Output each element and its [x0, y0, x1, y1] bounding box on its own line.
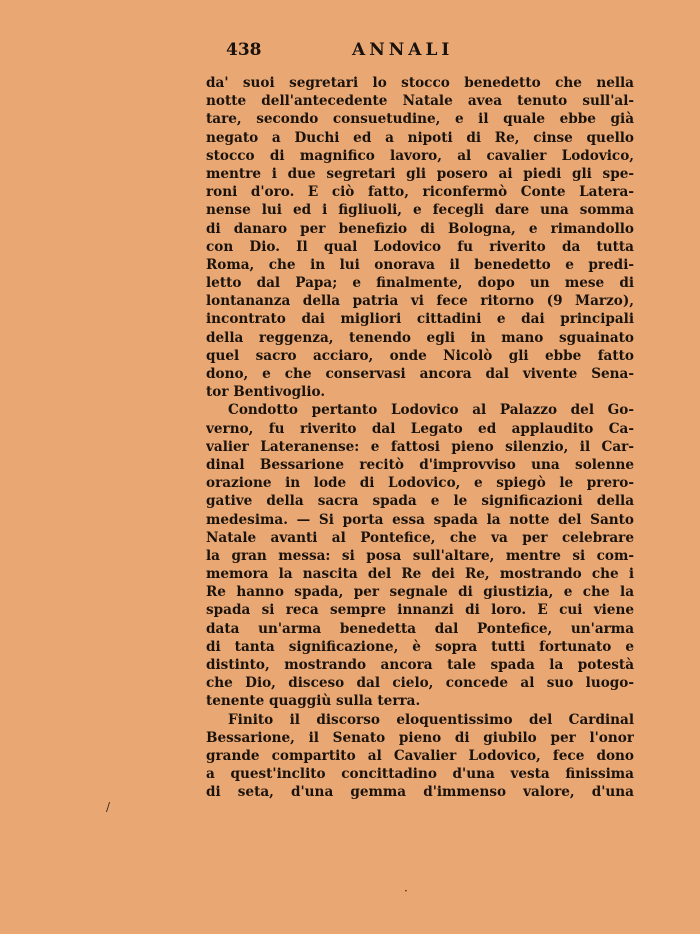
text-line: Re hanno spada, per segnale di giustizia, e che la	[206, 584, 634, 601]
page-speck: ·	[404, 884, 408, 898]
text-line: dinal Bessarione recitò d'improvviso una solenne	[206, 456, 634, 473]
text-line: spada si reca sempre innanzi di loro. E cui viene	[206, 602, 634, 619]
text-line: notte dell'antecedente Natale avea tenuto sull'al-	[206, 93, 634, 110]
text-line: Bessarione, il Senato pieno di giubilo per l'onor	[206, 729, 634, 746]
paragraph-start-line: Condotto pertanto Lodovico al Palazzo del Go-	[228, 402, 634, 419]
text-line: mentre i due segretari gli posero ai piedi gli spe-	[206, 165, 634, 182]
text-line: negato a Duchi ed a nipoti di Re, cinse quello	[206, 129, 634, 146]
text-line: quel sacro acciaro, onde Nicolò gli ebbe fatto	[206, 347, 634, 364]
paragraph-start-line: Finito il discorso eloquentissimo del Cardinal	[228, 711, 634, 728]
text-line: Roma, che in lui onorava il benedetto e predi-	[206, 256, 634, 273]
text-line: dono, e che conservasi ancora dal vivente Sena-	[206, 366, 634, 382]
text-line: di seta, d'una gemma d'immenso valore, d'una	[206, 784, 634, 801]
text-line: incontrato dai migliori cittadini e dai principali	[206, 311, 634, 328]
text-line: lontananza della patria vi fece ritorno (9 Marzo),	[206, 293, 634, 310]
text-line: da' suoi segretari lo stocco benedetto che nella	[206, 75, 634, 91]
running-head: ANNALI	[352, 40, 454, 60]
body-text	[206, 74, 634, 802]
text-line: Natale avanti al Pontefice, che va per celebrare	[206, 529, 634, 546]
text-line: letto dal Papa; e finalmente, dopo un mese di	[206, 275, 634, 292]
text-line: gative della sacra spada e le significazioni della	[206, 493, 634, 510]
text-line: medesima. — Si porta essa spada la notte del Santo	[206, 511, 634, 528]
text-line: a quest'inclito concittadino d'una vesta finissima	[206, 766, 634, 783]
text-line: di danaro per benefizio di Bologna, e rimandollo	[206, 220, 634, 237]
text-line: roni d'oro. E ciò fatto, riconfermò Conte Latera-	[206, 184, 634, 201]
text-line: orazione in lode di Lodovico, e spiegò le prero-	[206, 475, 634, 492]
text-line: la gran messa: si posa sull'altare, mentre si com-	[206, 547, 634, 564]
paragraph-end-line: tor Bentivoglio.	[206, 384, 326, 401]
text-line: stocco di magnifico lavoro, al cavalier Lodovico,	[206, 147, 634, 164]
text-line: tare, secondo consuetudine, e il quale ebbe già	[206, 111, 634, 128]
text-line: che Dio, disceso dal cielo, concede al suo luogo-	[206, 675, 634, 692]
text-line: data un'arma benedetta dal Pontefice, un'arma	[206, 620, 634, 637]
page-speck: /	[106, 800, 111, 814]
text-line: grande compartito al Cavalier Lodovico, fece dono	[206, 747, 634, 764]
text-line: valier Lateranense: e fattosi pieno silenzio, il Car-	[206, 438, 634, 455]
page-number: 438	[226, 40, 262, 60]
text-line: nense lui ed i figliuoli, e fecegli dare una somma	[206, 202, 634, 219]
page-header	[226, 40, 526, 62]
text-line: distinto, mostrando ancora tale spada la potestà	[206, 657, 634, 673]
text-line: verno, fu riverito dal Legato ed applaudito Ca-	[206, 420, 634, 437]
paragraph-end-line: tenente quaggiù sulla terra.	[206, 693, 421, 710]
text-line: memora la nascita del Re dei Re, mostrando che i	[206, 566, 634, 583]
text-line: di tanta significazione, è sopra tutti fortunato e	[206, 638, 634, 655]
text-line: della reggenza, tenendo egli in mano sguainato	[206, 329, 634, 346]
text-line: con Dio. Il qual Lodovico fu riverito da tutta	[206, 238, 634, 255]
